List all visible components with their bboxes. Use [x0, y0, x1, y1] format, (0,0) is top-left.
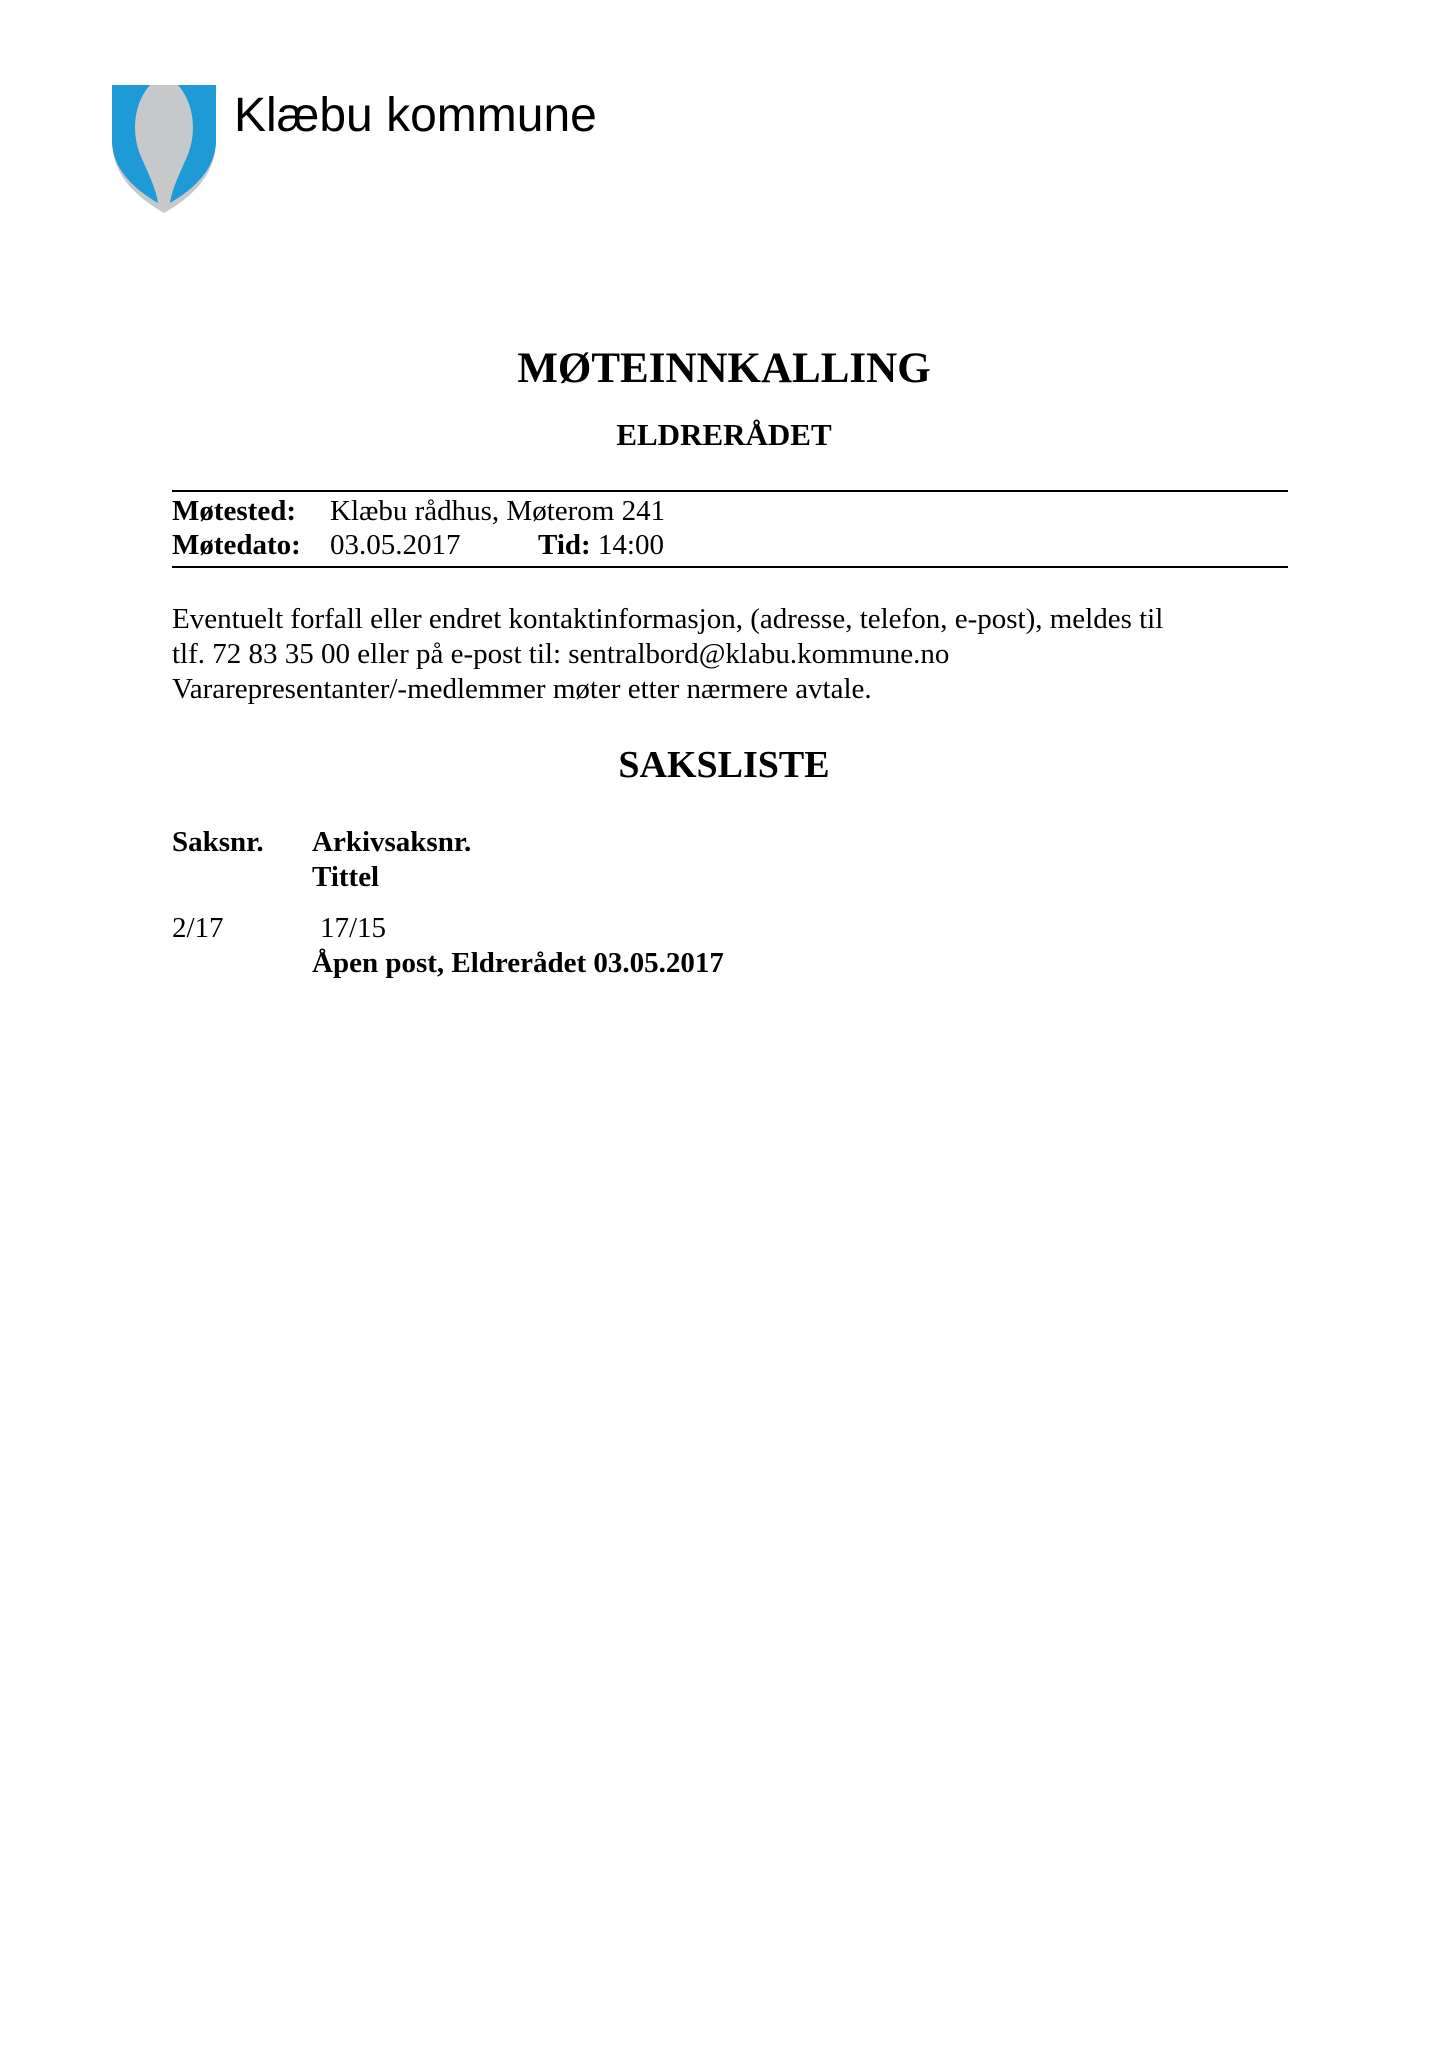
column-header-case-no: Saksnr. — [172, 826, 264, 858]
case-number: 2/17 — [172, 912, 224, 944]
meeting-date-value: 03.05.2017 — [330, 529, 461, 561]
divider-top — [172, 490, 1288, 492]
coat-of-arms-icon — [112, 85, 216, 213]
notice-line: Eventuelt forfall eller endret kontaktinformasjon, (adresse, telefon, e-post), meldes til — [172, 603, 1164, 635]
meeting-time-value: 14:00 — [597, 529, 664, 561]
municipality-name: Klæbu kommune — [234, 89, 597, 142]
column-header-title: Tittel — [312, 861, 380, 893]
notice-line: Vararepresentanter/-medlemmer møter etter nærmere avtale. — [172, 673, 872, 705]
document-title: MØTEINNKALLING — [517, 345, 931, 392]
meeting-time-label: Tid: — [538, 529, 591, 561]
case-list-heading: SAKSLISTE — [618, 744, 830, 786]
contact-notice — [172, 602, 1282, 707]
case-list — [172, 825, 1282, 981]
committee-name: ELDRERÅDET — [616, 417, 832, 452]
notice-line: tlf. 72 83 35 00 eller på e-post til: sentralbord@klabu.kommune.no — [172, 638, 950, 670]
archive-number: 17/15 — [320, 912, 387, 944]
column-header-archive-no: Arkivsaksnr. — [312, 826, 472, 858]
divider-bottom — [172, 566, 1288, 568]
meeting-date-label: Møtedato: — [172, 529, 301, 561]
case-title: Åpen post, Eldrerådet 03.05.2017 — [312, 947, 724, 979]
meeting-date-row — [172, 530, 664, 562]
meeting-place-value: Klæbu rådhus, Møterom 241 — [330, 495, 666, 527]
letterhead — [112, 85, 812, 215]
meeting-place-label: Møtested: — [172, 495, 297, 527]
case-list-header — [172, 825, 1282, 895]
meeting-place-row — [172, 496, 665, 528]
case-item — [172, 911, 1282, 981]
